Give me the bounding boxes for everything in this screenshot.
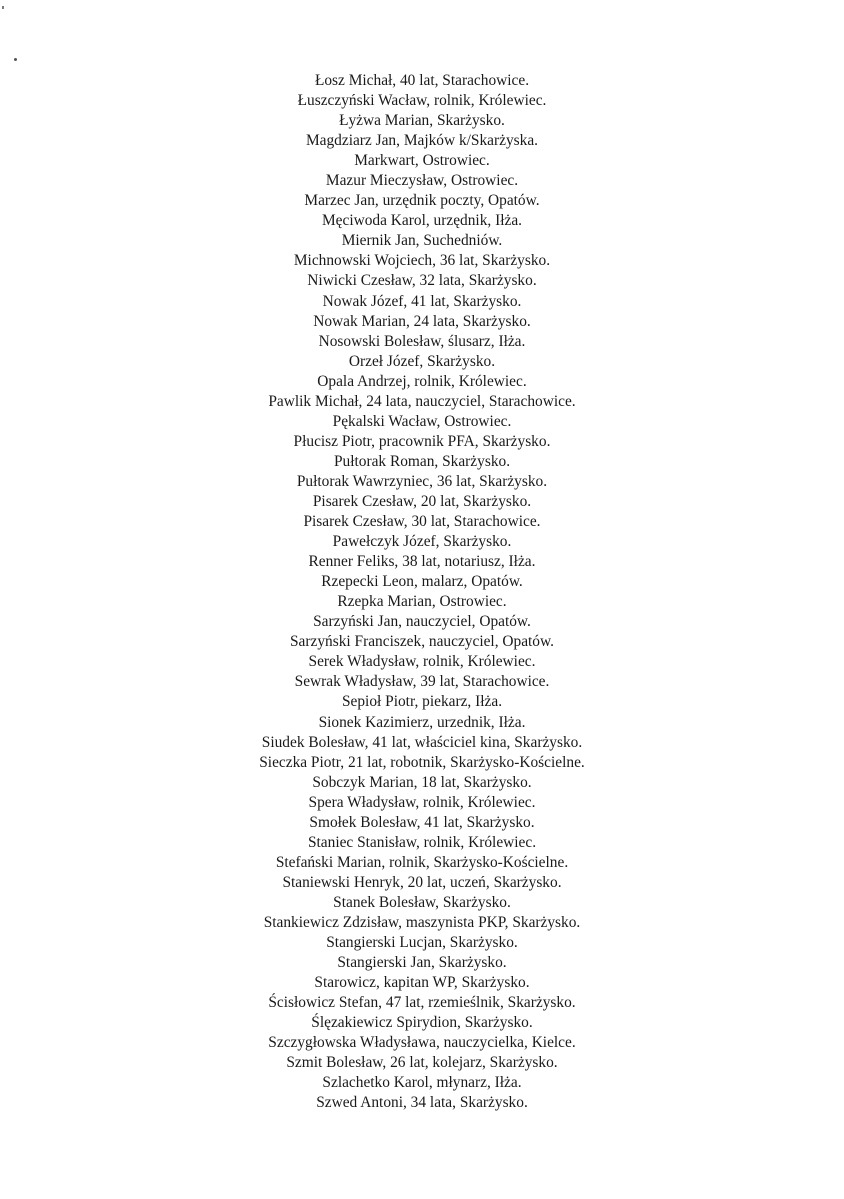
list-item: Płucisz Piotr, pracownik PFA, Skarżysko. (293, 432, 551, 450)
list-item: Pawełczyk Józef, Skarżysko. (332, 533, 512, 551)
list-item: Sieczka Piotr, 21 lat, robotnik, Skarżysko-Kościelne. (259, 753, 585, 771)
list-item: Spera Władysław, rolnik, Królewiec. (308, 793, 536, 811)
list-item: Starowicz, kapitan WP, Skarżysko. (314, 974, 530, 992)
list-item: Magdziarz Jan, Majków k/Skarżyska. (305, 132, 539, 150)
list-item: Sewrak Władysław, 39 lat, Starachowice. (294, 673, 550, 691)
list-item: Mazur Mieczysław, Ostrowiec. (325, 172, 519, 190)
list-item: Pisarek Czesław, 30 lat, Starachowice. (303, 513, 541, 531)
list-item: Szmit Bolesław, 26 lat, kolejarz, Skarżysko. (286, 1054, 558, 1072)
list-item: Pułtorak Wawrzyniec, 36 lat, Skarżysko. (296, 472, 548, 490)
list-item: Miernik Jan, Suchedniów. (341, 232, 503, 250)
list-item: Ślęzakiewicz Spirydion, Skarżysko. (311, 1014, 533, 1032)
list-item: Opala Andrzej, rolnik, Królewiec. (317, 372, 527, 390)
list-item: Pisarek Czesław, 20 lat, Skarżysko. (312, 492, 532, 510)
scan-artifact-mark (2, 6, 4, 9)
list-item: Stanek Bolesław, Skarżysko. (333, 893, 511, 911)
list-item: Smołek Bolesław, 41 lat, Skarżysko. (309, 813, 535, 831)
scan-artifact-dot (14, 58, 17, 61)
list-item: Renner Feliks, 38 lat, notariusz, Iłża. (308, 553, 536, 571)
list-item: Stefański Marian, rolnik, Skarżysko-Kościelne. (275, 853, 569, 871)
list-item: Markwart, Ostrowiec. (354, 152, 490, 170)
list-item: Łuszczyński Wacław, rolnik, Królewiec. (297, 92, 547, 110)
list-item: Stangierski Jan, Skarżysko. (337, 954, 507, 972)
list-item: Orzeł Józef, Skarżysko. (348, 352, 496, 370)
list-item: Niwicki Czesław, 32 lata, Skarżysko. (307, 272, 537, 290)
list-item: Pękalski Wacław, Ostrowiec. (332, 412, 512, 430)
list-item: Stankiewicz Zdzisław, maszynista PKP, Skarżysko. (263, 913, 581, 931)
list-item: Szczygłowska Władysława, nauczycielka, Kielce. (268, 1034, 576, 1052)
names-list (0, 71, 844, 1113)
list-item: Staniec Stanisław, rolnik, Królewiec. (307, 833, 537, 851)
list-item: Staniewski Henryk, 20 lat, uczeń, Skarżysko. (282, 873, 562, 891)
list-item: Sepioł Piotr, piekarz, Iłża. (341, 693, 503, 711)
list-item: Szlachetko Karol, młynarz, Iłża. (322, 1074, 522, 1092)
list-item: Męciwoda Karol, urzędnik, Iłża. (322, 212, 522, 230)
list-item: Pawlik Michał, 24 lata, nauczyciel, Starachowice. (268, 392, 576, 410)
list-item: Rzepecki Leon, malarz, Opatów. (321, 573, 523, 591)
list-item: Sionek Kazimierz, urzednik, Iłża. (318, 713, 526, 731)
list-item: Marzec Jan, urzędnik poczty, Opatów. (304, 192, 540, 210)
list-item: Sobczyk Marian, 18 lat, Skarżysko. (312, 773, 532, 791)
list-item: Ścisłowicz Stefan, 47 lat, rzemieślnik, Skarżysko. (268, 994, 576, 1012)
list-item: Serek Władysław, rolnik, Królewiec. (308, 653, 536, 671)
list-item: Rzepka Marian, Ostrowiec. (337, 593, 507, 611)
list-item: Szwed Antoni, 34 lata, Skarżysko. (316, 1094, 528, 1112)
list-item: Michnowski Wojciech, 36 lat, Skarżysko. (293, 252, 551, 270)
list-item: Nosowski Bolesław, ślusarz, Iłża. (318, 332, 526, 350)
list-item: Siudek Bolesław, 41 lat, właściciel kina, Skarżysko. (261, 733, 583, 751)
list-item: Sarzyński Jan, nauczyciel, Opatów. (313, 613, 531, 631)
list-item: Łosz Michał, 40 lat, Starachowice. (314, 72, 530, 89)
list-item: Nowak Józef, 41 lat, Skarżysko. (322, 292, 522, 310)
list-item: Nowak Marian, 24 lata, Skarżysko. (313, 312, 531, 330)
list-item: Łyżwa Marian, Skarżysko. (339, 112, 505, 130)
list-item: Stangierski Lucjan, Skarżysko. (326, 934, 518, 952)
list-item: Pułtorak Roman, Skarżysko. (333, 452, 511, 470)
list-item: Sarzyński Franciszek, nauczyciel, Opatów. (290, 633, 554, 651)
